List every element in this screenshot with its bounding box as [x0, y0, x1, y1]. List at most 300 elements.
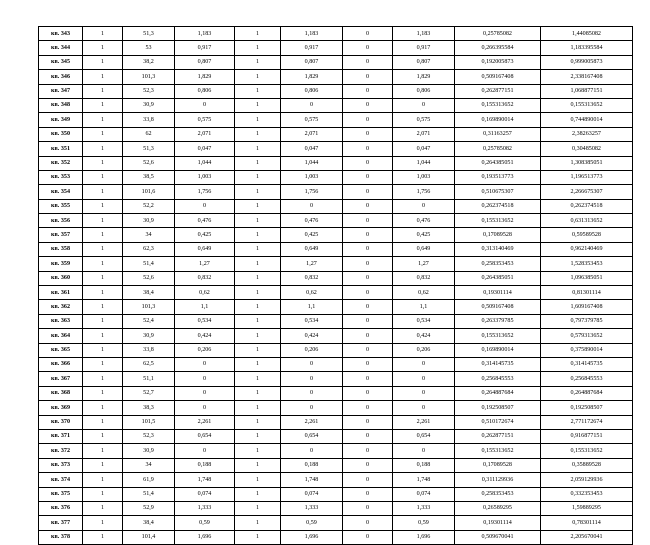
table-cell: 1,696: [281, 530, 343, 544]
table-cell: 2,261: [393, 415, 455, 429]
table-cell: 1,183: [175, 27, 235, 41]
table-cell: 1: [235, 127, 281, 141]
table-cell: 1: [83, 127, 123, 141]
table-cell: 0,917: [393, 41, 455, 55]
cell-apartment-name: кв. 378: [39, 530, 83, 544]
table-cell: 1: [235, 429, 281, 443]
table-cell: 30,9: [123, 98, 175, 112]
table-cell: 51,3: [123, 27, 175, 41]
table-cell: 0,256845553: [455, 372, 541, 386]
table-cell: 0,476: [393, 214, 455, 228]
table-cell: 1,196513773: [541, 170, 633, 184]
table-cell: 0,30485082: [541, 142, 633, 156]
table-cell: 1: [235, 84, 281, 98]
table-cell: 0,59589528: [541, 228, 633, 242]
table-cell: 0: [343, 142, 393, 156]
apartment-data-table: [38, 26, 633, 545]
table-cell: 0,476: [175, 214, 235, 228]
table-cell: 0,17089528: [455, 228, 541, 242]
table-cell: 0,59: [175, 516, 235, 530]
table-cell: 0,654: [175, 429, 235, 443]
table-cell: 1: [235, 228, 281, 242]
table-cell: 0,258353453: [455, 257, 541, 271]
table-cell: 33,8: [123, 113, 175, 127]
table-cell: 1: [235, 372, 281, 386]
table-cell: 0,654: [393, 429, 455, 443]
table-row: [39, 156, 633, 170]
table-cell: 1: [83, 314, 123, 328]
table-cell: 2,266675307: [541, 185, 633, 199]
table-cell: 0,654: [281, 429, 343, 443]
cell-apartment-name: кв. 367: [39, 372, 83, 386]
table-cell: 1: [235, 170, 281, 184]
table-cell: 1: [235, 516, 281, 530]
table-cell: 1: [83, 530, 123, 544]
table-cell: 0,962140469: [541, 242, 633, 256]
table-row: [39, 530, 633, 544]
table-cell: 1: [83, 357, 123, 371]
table-cell: 1: [83, 113, 123, 127]
table-cell: 1,748: [281, 473, 343, 487]
table-row: [39, 458, 633, 472]
table-cell: 0: [343, 458, 393, 472]
table-row: [39, 444, 633, 458]
table-cell: 51,3: [123, 142, 175, 156]
table-cell: 0,263379785: [455, 314, 541, 328]
table-cell: 52,6: [123, 156, 175, 170]
table-cell: 0,047: [175, 142, 235, 156]
table-row: [39, 516, 633, 530]
table-cell: 0,256845553: [541, 372, 633, 386]
table-cell: 0,19301114: [455, 286, 541, 300]
table-cell: 1,27: [175, 257, 235, 271]
table-cell: 0: [343, 214, 393, 228]
table-cell: 0: [343, 228, 393, 242]
table-row: [39, 314, 633, 328]
table-row: [39, 199, 633, 213]
table-cell: 1: [83, 343, 123, 357]
table-cell: 1,003: [281, 170, 343, 184]
table-row: [39, 401, 633, 415]
cell-apartment-name: кв. 343: [39, 27, 83, 41]
table-cell: 0,192508507: [455, 401, 541, 415]
table-cell: 1,756: [393, 185, 455, 199]
table-cell: 1: [83, 415, 123, 429]
table-cell: 0,262877151: [455, 429, 541, 443]
table-cell: 0,999005873: [541, 55, 633, 69]
table-cell: 1: [235, 55, 281, 69]
table-cell: 0: [343, 55, 393, 69]
cell-apartment-name: кв. 347: [39, 84, 83, 98]
table-cell: 1,333: [281, 501, 343, 515]
table-row: [39, 70, 633, 84]
cell-apartment-name: кв. 345: [39, 55, 83, 69]
table-row: [39, 343, 633, 357]
table-cell: 0: [343, 199, 393, 213]
table-cell: 0,169890014: [455, 113, 541, 127]
table-cell: 38,4: [123, 516, 175, 530]
cell-apartment-name: кв. 354: [39, 185, 83, 199]
cell-apartment-name: кв. 359: [39, 257, 83, 271]
cell-apartment-name: кв. 363: [39, 314, 83, 328]
table-cell: 0: [175, 98, 235, 112]
cell-apartment-name: кв. 350: [39, 127, 83, 141]
table-cell: 1: [235, 357, 281, 371]
table-cell: 0,074: [281, 487, 343, 501]
table-cell: 0,155313652: [541, 98, 633, 112]
table-cell: 1,003: [393, 170, 455, 184]
table-cell: 1: [83, 501, 123, 515]
table-cell: 101,5: [123, 415, 175, 429]
table-cell: 1: [235, 242, 281, 256]
cell-apartment-name: кв. 365: [39, 343, 83, 357]
table-cell: 62,5: [123, 357, 175, 371]
table-cell: 0: [343, 444, 393, 458]
table-cell: 1: [83, 242, 123, 256]
table-cell: 0: [393, 98, 455, 112]
table-cell: 1: [83, 55, 123, 69]
table-cell: 1: [83, 228, 123, 242]
table-row: [39, 271, 633, 285]
cell-apartment-name: кв. 344: [39, 41, 83, 55]
table-cell: 0,424: [281, 329, 343, 343]
table-cell: 0,19301114: [455, 516, 541, 530]
table-cell: 0,425: [281, 228, 343, 242]
table-cell: 0,188: [175, 458, 235, 472]
table-row: [39, 329, 633, 343]
table-cell: 0: [175, 372, 235, 386]
table-cell: 1: [235, 271, 281, 285]
table-cell: 52,3: [123, 84, 175, 98]
table-cell: 30,9: [123, 444, 175, 458]
table-cell: 0: [343, 271, 393, 285]
table-cell: 52,9: [123, 501, 175, 515]
table-cell: 0: [175, 199, 235, 213]
table-cell: 0: [175, 444, 235, 458]
table-cell: 38,4: [123, 286, 175, 300]
table-cell: 1: [235, 142, 281, 156]
table-cell: 0,047: [281, 142, 343, 156]
table-cell: 1,27: [393, 257, 455, 271]
table-cell: 1,1: [175, 300, 235, 314]
table-cell: 101,3: [123, 70, 175, 84]
table-cell: 0,425: [175, 228, 235, 242]
table-cell: 0,631313652: [541, 214, 633, 228]
table-cell: 1,1: [281, 300, 343, 314]
table-cell: 1,096385051: [541, 271, 633, 285]
table-cell: 1: [83, 286, 123, 300]
table-cell: 52,2: [123, 199, 175, 213]
table-cell: 51,1: [123, 372, 175, 386]
table-cell: 0,264887684: [541, 386, 633, 400]
table-cell: 0,59: [393, 516, 455, 530]
table-cell: 1,829: [393, 70, 455, 84]
table-cell: 2,071: [175, 127, 235, 141]
table-cell: 0,169890014: [455, 343, 541, 357]
table-cell: 1: [235, 487, 281, 501]
table-cell: 0: [175, 386, 235, 400]
table-row: [39, 84, 633, 98]
table-cell: 0: [343, 27, 393, 41]
table-cell: 1,003: [175, 170, 235, 184]
table-row: [39, 142, 633, 156]
table-cell: 38,3: [123, 401, 175, 415]
table-cell: 0,155313652: [455, 444, 541, 458]
table-cell: 1: [235, 458, 281, 472]
table-cell: 30,9: [123, 329, 175, 343]
table-row: [39, 357, 633, 371]
table-cell: 0,155313652: [455, 214, 541, 228]
table-cell: 0,59: [281, 516, 343, 530]
table-cell: 0,264887684: [455, 386, 541, 400]
table-cell: 0: [343, 501, 393, 515]
cell-apartment-name: кв. 353: [39, 170, 83, 184]
cell-apartment-name: кв. 360: [39, 271, 83, 285]
table-cell: 0,509167408: [455, 70, 541, 84]
table-cell: 52,6: [123, 271, 175, 285]
table-cell: 0,193513773: [455, 170, 541, 184]
table-cell: 0: [343, 185, 393, 199]
table-cell: 1: [235, 300, 281, 314]
table-cell: 0,575: [175, 113, 235, 127]
table-cell: 0: [343, 70, 393, 84]
table-cell: 0,074: [393, 487, 455, 501]
table-cell: 1: [83, 473, 123, 487]
table-cell: 0: [343, 127, 393, 141]
table-cell: 0: [343, 429, 393, 443]
table-cell: 1: [83, 214, 123, 228]
table-cell: 1: [235, 199, 281, 213]
table-cell: 0,155313652: [455, 329, 541, 343]
table-cell: 1: [235, 530, 281, 544]
table-cell: 0,074: [175, 487, 235, 501]
table-cell: 0,62: [281, 286, 343, 300]
table-cell: 0: [343, 257, 393, 271]
table-cell: 1: [235, 185, 281, 199]
table-cell: 2,261: [175, 415, 235, 429]
table-cell: 2,38263257: [541, 127, 633, 141]
table-cell: 1,333: [175, 501, 235, 515]
table-cell: 0: [393, 199, 455, 213]
cell-apartment-name: кв. 351: [39, 142, 83, 156]
table-cell: 0,806: [175, 84, 235, 98]
table-cell: 1: [235, 501, 281, 515]
table-cell: 1: [83, 185, 123, 199]
table-cell: 0,917: [175, 41, 235, 55]
table-cell: 1: [83, 401, 123, 415]
cell-apartment-name: кв. 371: [39, 429, 83, 443]
table-cell: 1,183: [281, 27, 343, 41]
table-cell: 1,27: [281, 257, 343, 271]
table-row: [39, 185, 633, 199]
table-cell: 0,510172674: [455, 415, 541, 429]
table-cell: 0,425: [393, 228, 455, 242]
table-cell: 2,059129936: [541, 473, 633, 487]
table-cell: 1: [235, 286, 281, 300]
table-cell: 0,206: [393, 343, 455, 357]
table-cell: 1,528353453: [541, 257, 633, 271]
table-cell: 1: [83, 27, 123, 41]
table-cell: 0,575: [281, 113, 343, 127]
table-cell: 1: [83, 329, 123, 343]
table-cell: 0,807: [393, 55, 455, 69]
table-row: [39, 386, 633, 400]
table-cell: 101,3: [123, 300, 175, 314]
table-cell: 0,744890014: [541, 113, 633, 127]
table-cell: 1: [83, 487, 123, 501]
table-cell: 2,071: [393, 127, 455, 141]
table-cell: 1: [235, 214, 281, 228]
table-row: [39, 55, 633, 69]
table-cell: 0,155313652: [541, 444, 633, 458]
cell-apartment-name: кв. 368: [39, 386, 83, 400]
table-cell: 0,266395584: [455, 41, 541, 55]
table-cell: 0: [281, 401, 343, 415]
table-cell: 0: [343, 516, 393, 530]
table-cell: 1,333: [393, 501, 455, 515]
table-cell: 0,314145735: [541, 357, 633, 371]
table-cell: 1,696: [393, 530, 455, 544]
cell-apartment-name: кв. 348: [39, 98, 83, 112]
table-row: [39, 429, 633, 443]
table-cell: 1: [83, 199, 123, 213]
table-cell: 38,5: [123, 170, 175, 184]
table-row: [39, 286, 633, 300]
table-cell: 0,188: [393, 458, 455, 472]
table-cell: 1: [235, 27, 281, 41]
table-cell: 0,206: [175, 343, 235, 357]
table-cell: 1: [235, 156, 281, 170]
table-cell: 62: [123, 127, 175, 141]
table-cell: 1,183395584: [541, 41, 633, 55]
table-cell: 0,262374518: [541, 199, 633, 213]
table-cell: 0,78301114: [541, 516, 633, 530]
table-cell: 1,748: [393, 473, 455, 487]
table-cell: 1,1: [393, 300, 455, 314]
table-cell: 1: [235, 113, 281, 127]
table-cell: 1: [83, 84, 123, 98]
table-cell: 51,4: [123, 257, 175, 271]
table-cell: 1: [235, 386, 281, 400]
table-cell: 0,047: [393, 142, 455, 156]
table-cell: 0: [175, 357, 235, 371]
table-cell: 0: [393, 357, 455, 371]
table-cell: 1: [83, 70, 123, 84]
table-row: [39, 228, 633, 242]
table-cell: 1: [83, 372, 123, 386]
table-cell: 0: [281, 357, 343, 371]
table-cell: 0,35889528: [541, 458, 633, 472]
table-cell: 0: [343, 487, 393, 501]
cell-apartment-name: кв. 356: [39, 214, 83, 228]
table-cell: 52,3: [123, 429, 175, 443]
table-cell: 1: [83, 41, 123, 55]
cell-apartment-name: кв. 352: [39, 156, 83, 170]
table-row: [39, 242, 633, 256]
cell-apartment-name: кв. 370: [39, 415, 83, 429]
table-cell: 0: [343, 372, 393, 386]
cell-apartment-name: кв. 375: [39, 487, 83, 501]
table-cell: 0,25785082: [455, 27, 541, 41]
table-cell: 0: [343, 357, 393, 371]
table-row: [39, 41, 633, 55]
table-row: [39, 170, 633, 184]
table-cell: 1: [235, 329, 281, 343]
table-cell: 0,534: [175, 314, 235, 328]
table-cell: 1,696: [175, 530, 235, 544]
table-cell: 0,579313652: [541, 329, 633, 343]
table-cell: 0: [393, 444, 455, 458]
table-cell: 0: [343, 415, 393, 429]
table-cell: 0: [343, 156, 393, 170]
table-cell: 1: [83, 300, 123, 314]
table-cell: 0,25785082: [455, 142, 541, 156]
table-cell: 0,806: [393, 84, 455, 98]
table-cell: 0: [343, 41, 393, 55]
table-row: [39, 27, 633, 41]
table-cell: 1: [83, 170, 123, 184]
table-cell: 30,9: [123, 214, 175, 228]
cell-apartment-name: кв. 369: [39, 401, 83, 415]
table-row: [39, 415, 633, 429]
table-cell: 1: [235, 70, 281, 84]
table-cell: 0,649: [175, 242, 235, 256]
table-cell: 0: [343, 314, 393, 328]
table-cell: 0,649: [281, 242, 343, 256]
table-cell: 1: [83, 429, 123, 443]
table-cell: 2,261: [281, 415, 343, 429]
table-cell: 0,806: [281, 84, 343, 98]
table-cell: 52,7: [123, 386, 175, 400]
table-cell: 0: [343, 113, 393, 127]
table-cell: 0,797379785: [541, 314, 633, 328]
table-cell: 1: [235, 415, 281, 429]
cell-apartment-name: кв. 357: [39, 228, 83, 242]
table-cell: 1,609167408: [541, 300, 633, 314]
table-cell: 34: [123, 228, 175, 242]
table-cell: 0: [343, 401, 393, 415]
cell-apartment-name: кв. 372: [39, 444, 83, 458]
table-cell: 0,375890014: [541, 343, 633, 357]
cell-apartment-name: кв. 362: [39, 300, 83, 314]
table-cell: 0,62: [175, 286, 235, 300]
table-cell: 0,258353453: [455, 487, 541, 501]
table-cell: 1,44085082: [541, 27, 633, 41]
table-cell: 1: [83, 458, 123, 472]
table-cell: 1,829: [281, 70, 343, 84]
table-cell: 1,044: [281, 156, 343, 170]
table-cell: 101,4: [123, 530, 175, 544]
table-cell: 1,044: [175, 156, 235, 170]
table-cell: 0: [343, 343, 393, 357]
table-cell: 1: [83, 98, 123, 112]
table-cell: 0,262877151: [455, 84, 541, 98]
table-cell: 1,756: [281, 185, 343, 199]
table-cell: 1,59889295: [541, 501, 633, 515]
cell-apartment-name: кв. 355: [39, 199, 83, 213]
table-cell: 1: [83, 257, 123, 271]
table-cell: 1: [235, 314, 281, 328]
table-cell: 0: [343, 84, 393, 98]
table-cell: 1: [235, 401, 281, 415]
table-cell: 0,424: [393, 329, 455, 343]
table-cell: 0: [281, 98, 343, 112]
table-cell: 0: [393, 372, 455, 386]
table-cell: 0,916877151: [541, 429, 633, 443]
table-cell: 0,62: [393, 286, 455, 300]
table-cell: 1: [83, 271, 123, 285]
table-cell: 34: [123, 458, 175, 472]
